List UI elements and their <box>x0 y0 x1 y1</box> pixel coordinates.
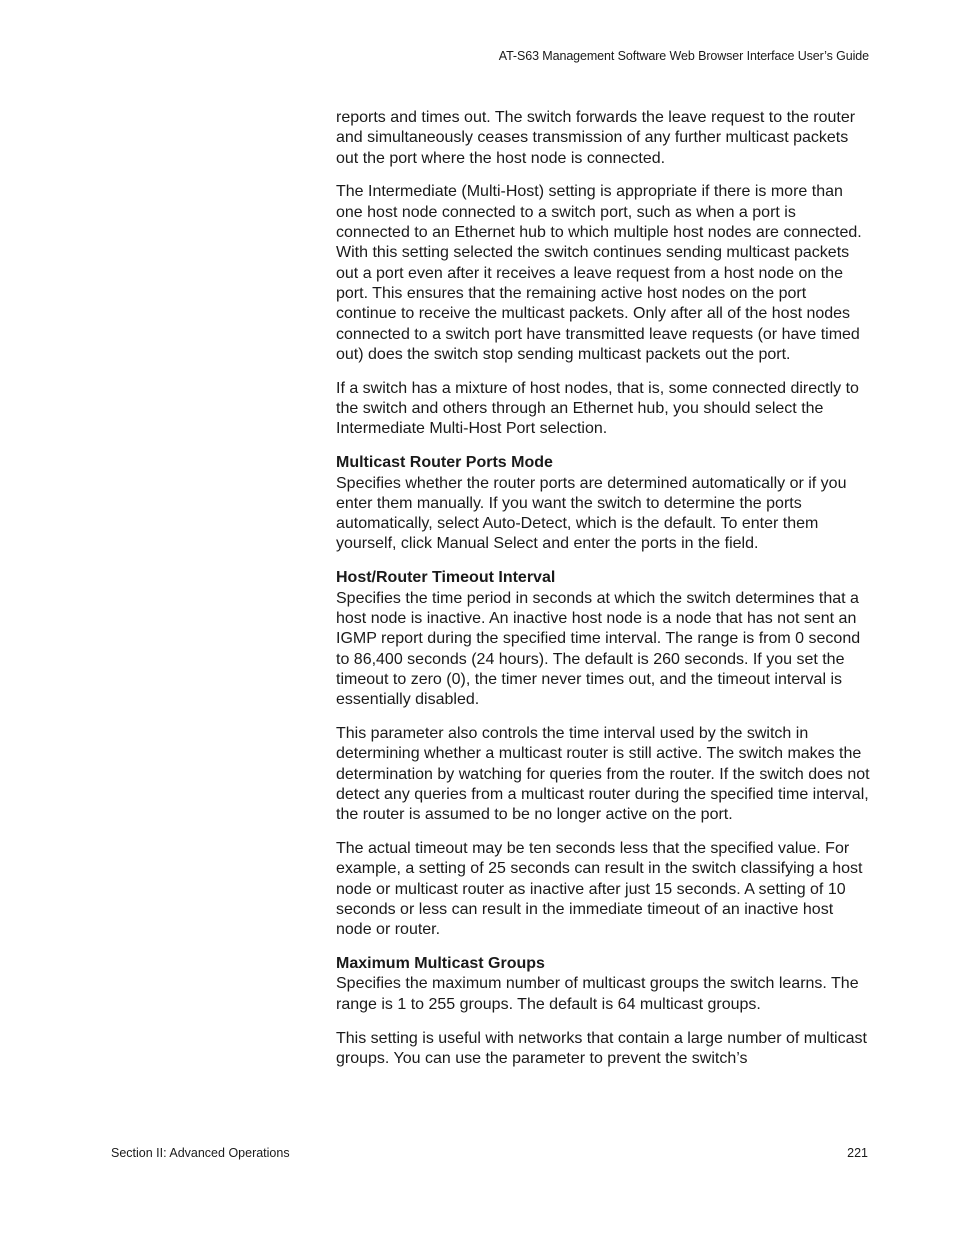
body-paragraph: reports and times out. The switch forwards the leave request to the router and simultaneously ceases transmission of any further multicast packets out the port where the host node is connected. <box>336 109 856 167</box>
footer-section-title: Section II: Advanced Operations <box>111 1146 290 1160</box>
body-paragraph: If a switch has a mixture of host nodes, that is, some connected directly to the switch and others through an Ethernet hub, you should select the Intermediate Multi-Host Port selection. <box>336 379 859 438</box>
param-name: Host/Router Timeout Interval <box>336 569 556 587</box>
param-max-groups <box>336 954 871 1015</box>
param-timeout-interval <box>336 568 871 710</box>
param-name: Multicast Router Ports Mode <box>336 454 553 472</box>
param-name: Maximum Multicast Groups <box>336 955 545 973</box>
param-description: Specifies the maximum number of multicast groups the switch learns. The range is 1 to 255 groups. The default is 64 multicast groups. <box>336 975 859 1013</box>
param-router-ports-mode <box>336 453 871 554</box>
body-content <box>336 108 871 1083</box>
footer-page-number: 221 <box>847 1146 868 1160</box>
body-paragraph: The Intermediate (Multi-Host) setting is appropriate if there is more than one host node connected to a switch port, such as when a port is connected to an Ethernet hub to which multiple host nodes are connected. With this setting selected the switch continues sending multicast packets out a port even after it receives a leave request from a host node on the port. This ensures that the remaining active host nodes on the port continue to receive the multicast packets. Only after all of the host nodes connected to a switch port have transmitted leave requests (or have timed out) does the switch stop sending multicast packets out the port. <box>336 183 862 363</box>
param-description: Specifies the time period in seconds at which the switch determines that a host node is inactive. An inactive host node is a node that has not sent an IGMP report during the specified time interval. The range is from 0 second to 86,400 seconds (24 hours). The default is 260 seconds. If you set the timeout to zero (0), the timer never times out, and the timeout interval is essentially disabled. <box>336 589 861 709</box>
body-paragraph: The actual timeout may be ten seconds less that the specified value. For example, a setting of 25 seconds can result in the switch classifying a host node or multicast router as inactive after just 15 seconds. A setting of 10 seconds or less can result in the immediate timeout of an inactive host node or router. <box>336 840 863 939</box>
body-paragraph: This parameter also controls the time interval used by the switch in determining whether a multicast router is still active. The switch makes the determination by watching for queries from the router. If the switch does not detect any queries from a multicast router during the specified time interval, the router is assumed to be no longer active on the port. <box>336 724 870 824</box>
body-paragraph: This setting is useful with networks that contain a large number of multicast groups. You can use the parameter to prevent the switch’s <box>336 1029 867 1067</box>
param-description: Specifies whether the router ports are determined automatically or if you enter them manually. If you want the switch to determine the ports automatically, select Auto-Detect, which is the default. To enter them yourself, click Manual Select and enter the ports in the field. <box>336 474 847 553</box>
running-header: AT-S63 Management Software Web Browser Interface User’s Guide <box>498 49 869 63</box>
